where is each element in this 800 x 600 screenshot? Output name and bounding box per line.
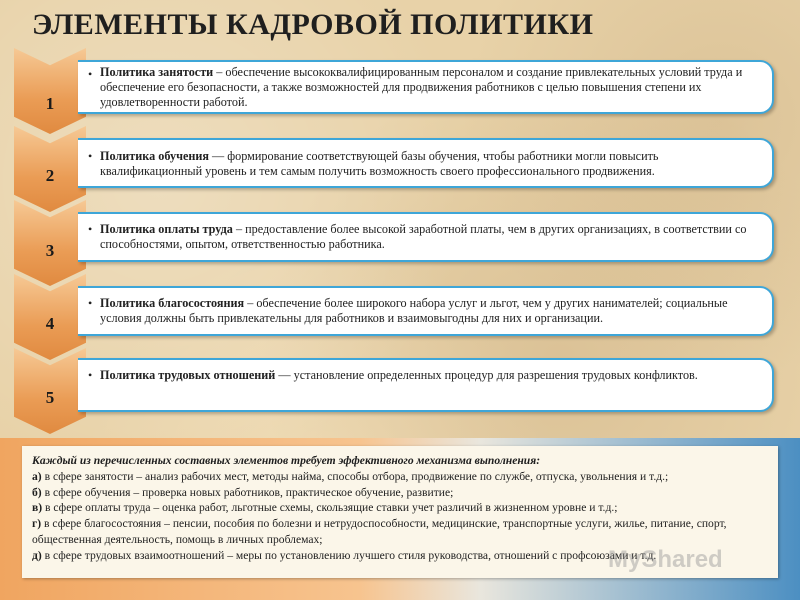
step-box-3	[78, 212, 774, 262]
step-text: – предоставление более высокой заработной платы, чем в других организациях, в соответствии со способностями, опытом, ответственностью работника.	[100, 222, 747, 251]
mechanism-item-g: г) в сфере благосостояния – пенсии, пособия по болезни и нетрудоспособности, медицинские, транспортные услуги, жилье, питание, спорт, общественная деятельность, помощь в личных проблемах;	[32, 517, 727, 546]
step-box-1	[78, 60, 774, 114]
step-term: Политика благосостояния	[100, 296, 245, 310]
step-number-3: 3	[45, 241, 55, 260]
mechanism-item-d: д) в сфере трудовых взаимоотношений – меры по установлению лучшего стиля руководства, отношений с профсоюзами и т.д.	[32, 548, 657, 562]
bullet-icon: •	[88, 67, 93, 81]
step-term: Политика трудовых отношений	[100, 368, 276, 382]
step-number-2: 2	[45, 166, 55, 185]
step-chevron-1	[14, 48, 86, 134]
bullet-icon: •	[88, 149, 93, 163]
step-term: Политика обучения	[100, 149, 209, 163]
step-text: – обеспечение более широкого набора услуг и льгот, чем у других нанимателей; социальные условия должны быть привлекательны для работников и взаимовыгодны для них и организации.	[100, 296, 728, 325]
step-box-2	[78, 138, 774, 188]
bullet-icon: •	[88, 222, 93, 236]
step-box-5	[78, 358, 774, 412]
mechanism-heading: Каждый из перечисленных составных элементов требует эффективного механизма выполнения:	[32, 454, 541, 467]
step-term: Политика оплаты труда	[100, 222, 233, 236]
mechanism-item-v: в) в сфере оплаты труда – оценка работ, льготные схемы, скользящие ставки учет различий в жизненном уровне и т.д.;	[32, 501, 618, 515]
bullet-icon: •	[88, 368, 93, 382]
step-number-1: 1	[45, 94, 55, 113]
watermark-logo: MyShared	[608, 546, 723, 573]
page-title: ЭЛЕМЕНТЫ КАДРОВОЙ ПОЛИТИКИ	[32, 8, 594, 41]
step-text: – обеспечение высококвалифицированным персоналом и создание привлекательных условий труда и обеспечение его безопасности, а также возможностей для продвижения работников с целью повышения степени их удовлетворенности работой.	[100, 65, 743, 109]
bullet-icon: •	[88, 296, 93, 310]
step-number-4: 4	[45, 314, 55, 333]
step-box-4	[78, 286, 774, 336]
step-term: Политика занятости	[100, 65, 214, 79]
mechanism-item-a: а) в сфере занятости – анализ рабочих мест, методы найма, способы отбора, продвижение по службе, отпуска, увольнения и т.д.;	[32, 469, 669, 483]
mechanism-item-b: б) в сфере обучения – проверка новых работников, практическое обучение, развитие;	[32, 485, 454, 499]
step-text: — установление определенных процедур для разрешения трудовых конфликтов.	[275, 368, 698, 382]
step-text: — формирование соответствующей базы обучения, чтобы работники могли повысить квалификационный уровень и тем самым получить возможность своего профессионального продвижения.	[100, 149, 659, 178]
step-number-5: 5	[45, 388, 55, 407]
